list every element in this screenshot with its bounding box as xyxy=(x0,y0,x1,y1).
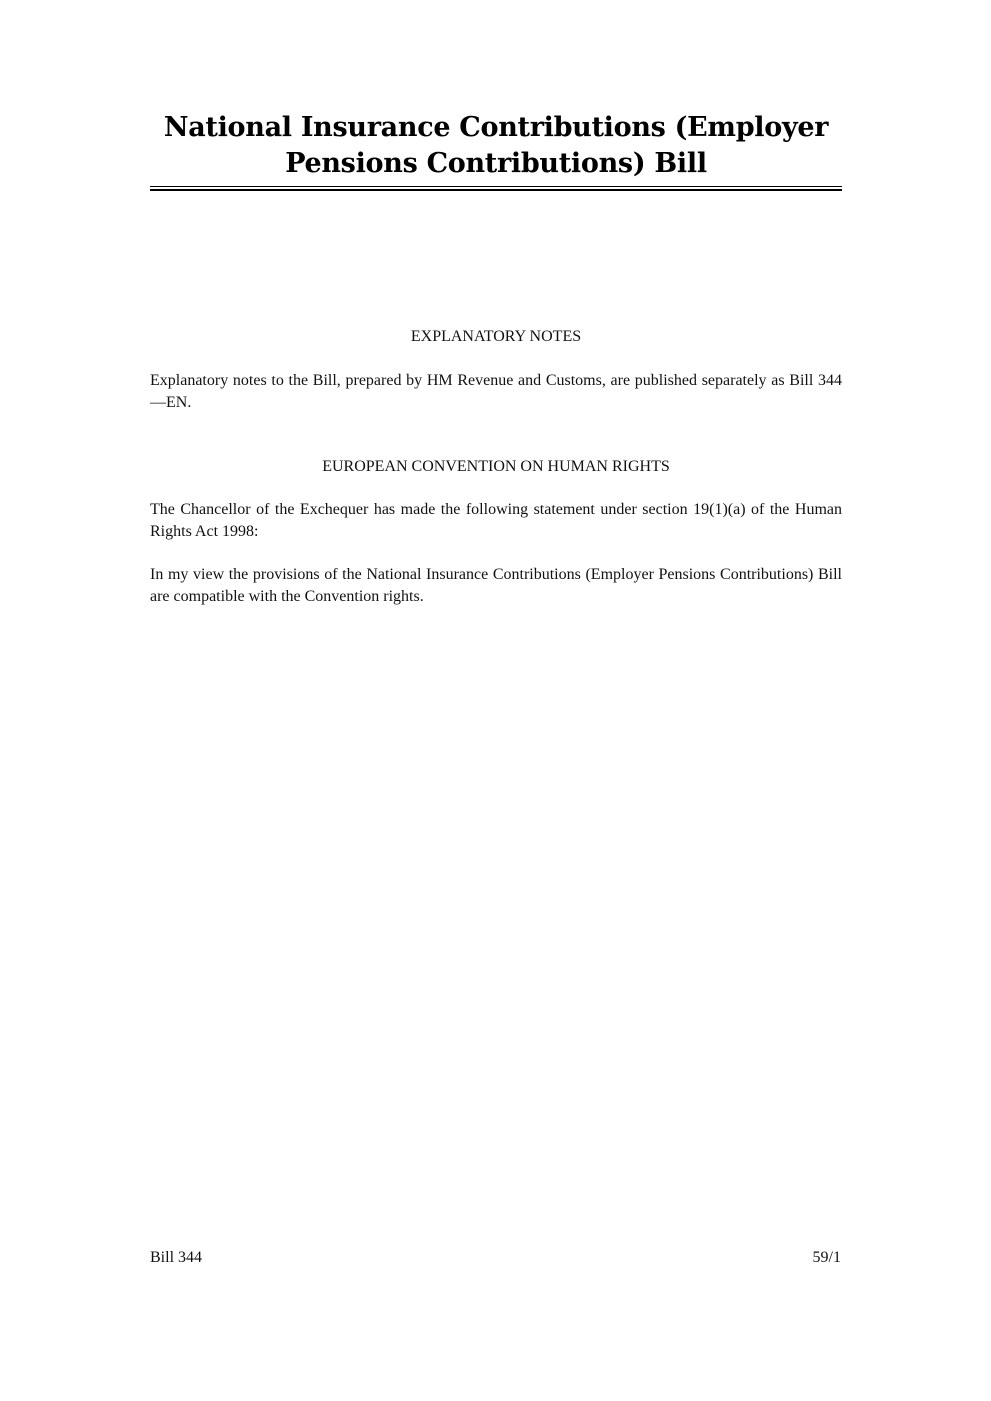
title-rule-thin xyxy=(150,186,842,187)
compatibility-statement-paragraph: In my view the provisions of the National Insurance Contributions (Employer Pensions Contributions) Bill are compatible with the Convention rights. xyxy=(150,566,842,605)
section-heading-echr: EUROPEAN CONVENTION ON HUMAN RIGHTS xyxy=(322,458,670,475)
section-heading-explanatory-notes: EXPLANATORY NOTES xyxy=(410,328,582,345)
footer-bill-number: Bill 344 xyxy=(150,1249,203,1266)
bill-title: National Insurance Contributions (Employer Pensions Contributions) Bill xyxy=(163,112,829,179)
title-rule-thick xyxy=(150,189,842,191)
chancellor-statement-paragraph: The Chancellor of the Exchequer has made the following statement under section 19(1)(a) of the Human Rights Act 1998: xyxy=(150,501,842,540)
explanatory-notes-paragraph: Explanatory notes to the Bill, prepared by HM Revenue and Customs, are published separately as Bill 344—EN. xyxy=(150,372,842,411)
footer-page-ref: 59/1 xyxy=(812,1249,841,1266)
